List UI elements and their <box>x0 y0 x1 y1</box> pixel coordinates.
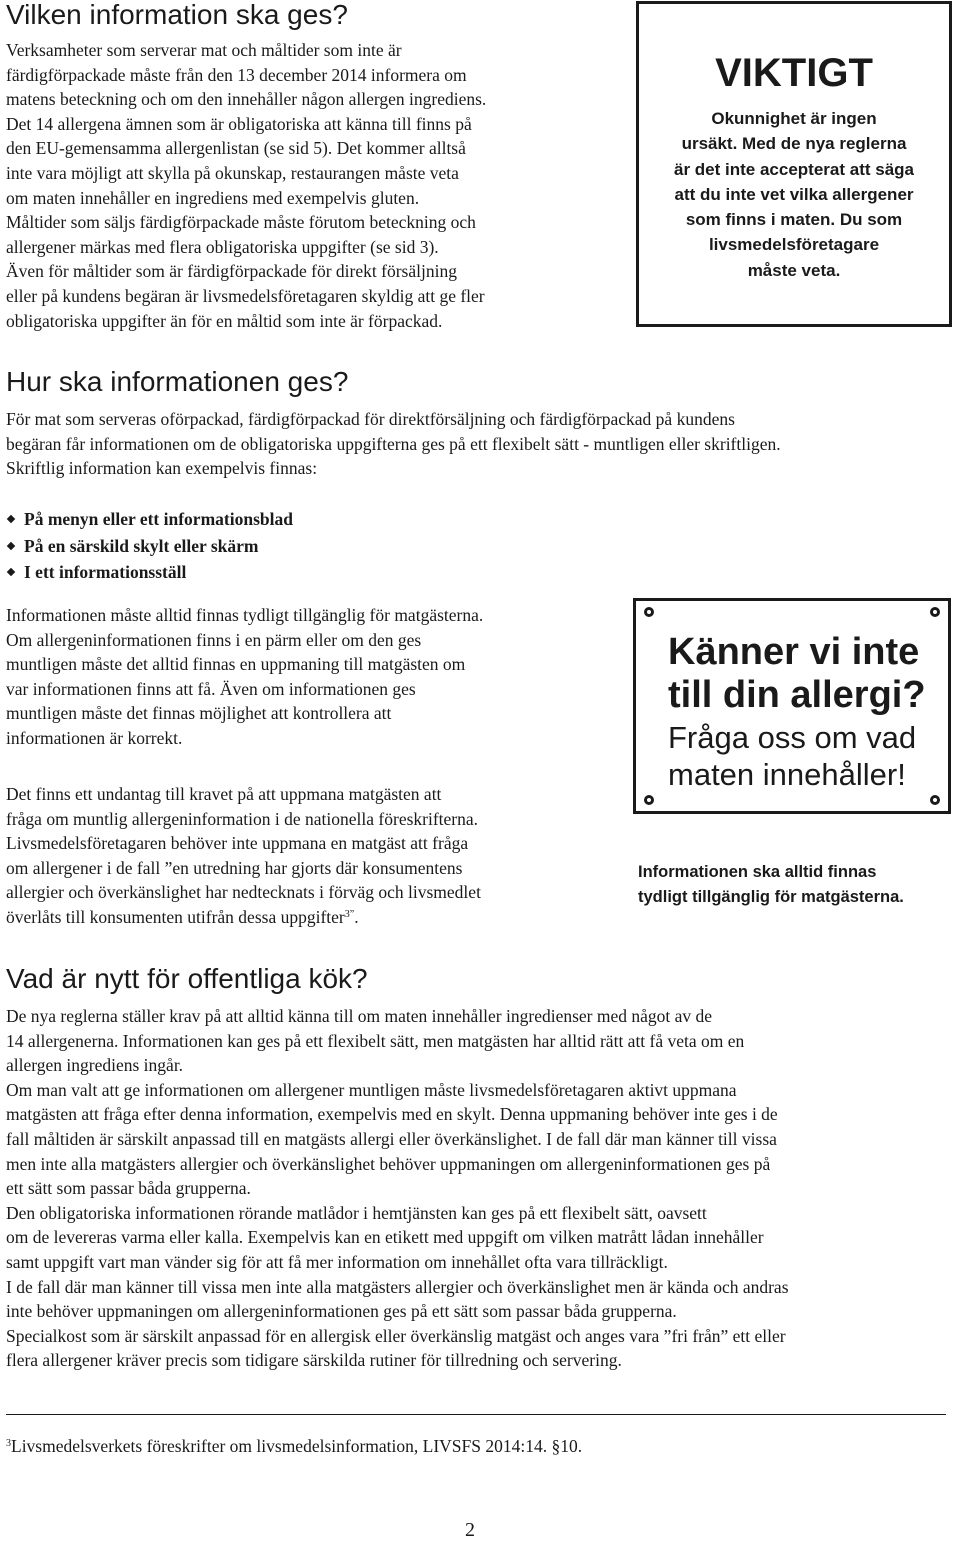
text-line: Specialkost som är särskilt anpassad för en allergisk eller överkänslig matgäst och anges vara ”fri från” ett eller <box>6 1325 786 1346</box>
page-number: 2 <box>465 1519 475 1541</box>
text-line: den EU-gemensamma allergenlistan (se sid 5). Det kommer alltså <box>6 138 466 159</box>
viktigt-title: VIKTIGT <box>715 51 873 95</box>
text-line: matgästen att fråga efter denna information, exempelvis med en skylt. Denna uppmaning behöver inte ges i de <box>6 1104 778 1125</box>
text-line: Livsmedelsföretagaren behöver inte uppmana en matgäst att fråga <box>6 833 469 854</box>
footnote-divider <box>6 1414 946 1415</box>
text-line: muntligen måste det finnas möjlighet att kontrollera att <box>6 703 392 724</box>
text-line: Skriftlig information kan exempelvis finnas: <box>6 458 318 479</box>
diamond-bullet-icon <box>7 541 15 549</box>
text-line: begäran får informationen om de obligatoriska uppgifterna ges på ett flexibelt sätt - muntligen eller skriftligen. <box>6 433 781 454</box>
callout-line: måste veta. <box>747 260 841 280</box>
text-line: Verksamheter som serverar mat och måltider som inte är <box>6 40 402 60</box>
text-line: matens beteckning och om den innehåller någon allergen ingrediens. <box>6 89 487 110</box>
text-line: var informationen finns att få. Även om informationen ges <box>6 678 416 699</box>
text-line: eller på kundens begäran är livsmedelsföretagaren skyldig att ge fler <box>6 285 485 306</box>
section2-paragraph-1 <box>6 603 483 751</box>
caption-line: tydligt tillgänglig för matgästerna. <box>638 887 904 906</box>
text-line: muntligen måste det alltid finnas en uppmaning till matgästen om <box>6 654 466 675</box>
text-line: allergener märkas med flera obligatoriska uppgifter (se sid 3). <box>6 236 439 257</box>
screw-icon <box>930 795 940 805</box>
screw-icon <box>644 795 654 805</box>
heading-vilken-information: Vilken information ska ges? <box>6 0 348 30</box>
allergy-sign-graphic <box>633 598 951 814</box>
callout-line: Okunnighet är ingen <box>711 109 877 128</box>
text-line: om allergener i de fall ”en utredning har gjorts där konsumentens <box>6 857 463 878</box>
text-line: allergen ingrediens ingår. <box>6 1055 184 1076</box>
list-item <box>6 506 293 533</box>
text-line: ett sätt som passar båda grupperna. <box>6 1178 251 1199</box>
text-line: färdigförpackade måste från den 13 december 2014 informera om <box>6 64 467 85</box>
callout-line: livsmedelsföretagare <box>708 235 880 255</box>
heading-hur-ska-informationen-ges: Hur ska informationen ges? <box>6 366 349 397</box>
text-line: flera allergener kräver precis som tidigare särskilda rutiner för tillredning och servering. <box>6 1350 622 1371</box>
callout-line: är det inte accepterat att säga <box>674 159 914 179</box>
footnote <box>6 1434 582 1459</box>
text-line: fråga om muntlig allergeninformation i de nationella föreskrifterna. <box>6 808 479 829</box>
text-line: om de levereras varma eller kalla. Exempelvis kan en etikett med uppgift om vilken matrått lådan innehåller <box>6 1227 764 1248</box>
caption-line: Informationen ska alltid finnas <box>638 863 877 881</box>
text-line: Informationen måste alltid finnas tydligt tillgänglig för matgästerna. <box>6 605 484 625</box>
text-line: inte vara möjligt att skylla på okunskap, restaurangen måste veta <box>6 162 459 183</box>
screw-icon <box>930 607 940 617</box>
section2-intro <box>6 407 781 481</box>
text-line: informationen är korrekt. <box>6 727 183 748</box>
text-line: Även för måltider som är färdigförpackade för direkt försäljning <box>6 261 457 282</box>
text-line: allergier och överkänslighet har nedtecknats i förväg och livsmedlet <box>6 882 481 903</box>
footnote-marker: 3 <box>6 1438 11 1449</box>
text-line: Det 14 allergena ämnen som är obligatoriska att känna till finns på <box>6 113 472 134</box>
text-line: Måltider som säljs färdigförpackade måste förutom beteckning och <box>6 212 476 233</box>
text-line: men inte alla matgästers allergier och överkänslighet behöver uppmaningen om allergeninformationen ges på <box>6 1153 771 1174</box>
bullet-list <box>6 506 293 586</box>
text-line: Om man valt att ge informationen om allergener muntligen måste livsmedelsföretagaren aktivt uppmana <box>6 1079 737 1100</box>
bullet-text: På en särskild skylt eller skärm <box>24 535 259 556</box>
text-line <box>6 905 481 930</box>
section2-paragraph-2 <box>6 782 481 930</box>
list-item <box>6 533 293 560</box>
heading-vad-ar-nytt: Vad är nytt för offentliga kök? <box>6 963 368 994</box>
text-fragment: överlåts till konsumenten utifrån dessa uppgifter <box>6 906 345 927</box>
text-line: inte behöver uppmaningen om allergeninformationen ges på ett sätt som passar båda grupperna. <box>6 1301 677 1322</box>
sign-headline <box>668 631 926 717</box>
bullet-text: På menyn eller ett informationsblad <box>24 509 293 529</box>
sign-line: maten innehåller! <box>668 757 906 792</box>
footnote-reference: 3” <box>344 908 355 920</box>
text-fragment: . <box>354 906 359 927</box>
text-line: samt uppgift vart man vänder sig för att få mer information om innehållet ofta vara tillräckligt. <box>6 1251 668 1272</box>
footnote-text: Livsmedelsverkets föreskrifter om livsmedelsinformation, LIVSFS 2014:14. §10. <box>11 1436 583 1456</box>
viktigt-body <box>639 106 949 283</box>
text-line: fall måltiden är särskilt anpassad till en matgästs allergi eller överkänslighet. I de fall där man känner till vissa <box>6 1128 777 1149</box>
bullet-text: I ett informationsställ <box>24 562 187 583</box>
text-line: Om allergeninformationen finns i en pärm eller om den ges <box>6 629 422 650</box>
screw-icon <box>644 607 654 617</box>
text-line: De nya reglerna ställer krav på att alltid känna till om maten innehåller ingredienser med något av de <box>6 1006 713 1026</box>
diamond-bullet-icon <box>7 515 15 523</box>
section3-paragraph <box>6 1004 789 1373</box>
sign-subtext <box>668 719 916 793</box>
sign-caption <box>638 860 958 909</box>
callout-line: ursäkt. Med de nya reglerna <box>681 134 907 154</box>
sign-line: till din allergi? <box>668 674 926 716</box>
text-line: Det finns ett undantag till kravet på att uppmana matgästen att <box>6 784 442 804</box>
callout-line: som finns i maten. Du som <box>685 210 903 230</box>
viktigt-callout-box <box>636 1 952 327</box>
diamond-bullet-icon <box>7 568 15 576</box>
text-line: obligatoriska uppgifter än för en måltid som inte är förpackad. <box>6 310 443 331</box>
text-line: 14 allergenerna. Informationen kan ges på ett flexibelt sätt, men matgästen har alltid rätt att få veta om en <box>6 1030 745 1051</box>
sign-line: Fråga oss om vad <box>668 720 917 755</box>
sign-line: Känner vi inte <box>668 631 920 673</box>
text-line: Den obligatoriska informationen rörande matlådor i hemtjänsten kan ges på ett flexibelt sätt, oavsett <box>6 1202 707 1223</box>
text-line: I de fall där man känner till vissa men inte alla matgästers allergier och överkänslighet men är kända och andras <box>6 1276 789 1297</box>
callout-line: att du inte vet vilka allergener <box>674 184 914 204</box>
list-item <box>6 559 293 586</box>
text-line: om maten innehåller en ingrediens med exempelvis gluten. <box>6 187 420 208</box>
section1-paragraph <box>6 38 486 333</box>
text-line: För mat som serveras oförpackad, färdigförpackad för direktförsäljning och färdigförpackad på kundens <box>6 409 735 429</box>
